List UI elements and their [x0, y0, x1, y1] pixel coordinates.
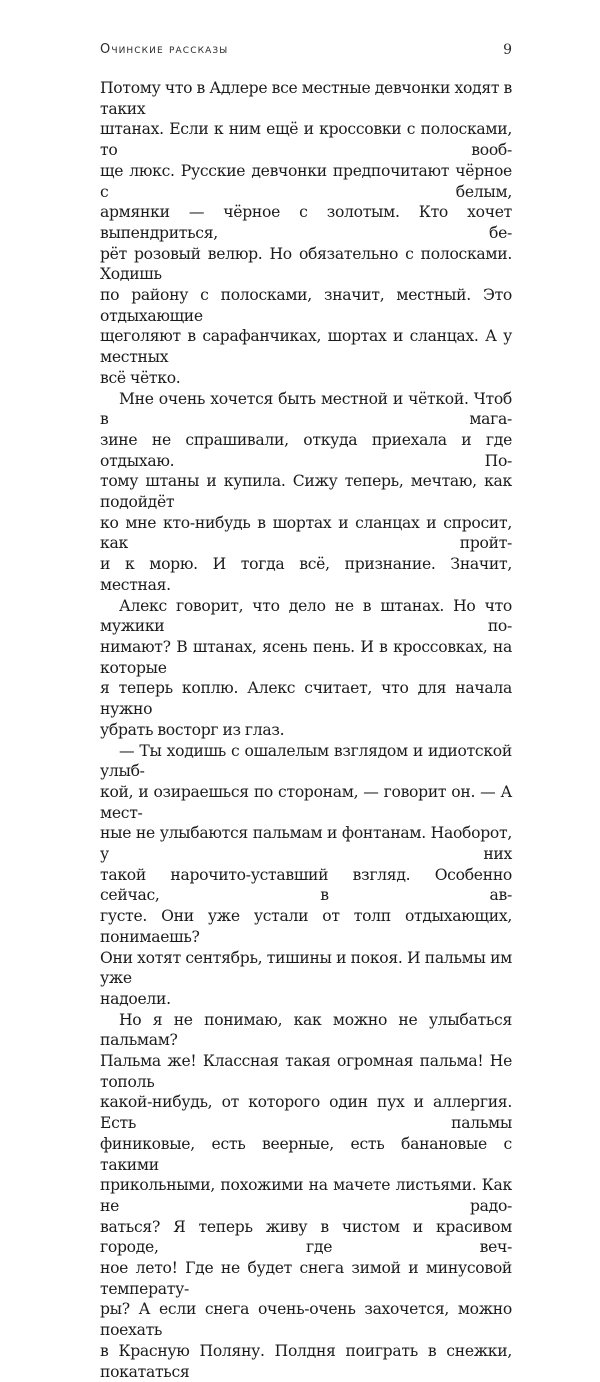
text-line: Алекс говорит, что дело не в штанах. Но что мужики по-	[100, 596, 512, 636]
text-line: кой, и озираешься по сторонам, — говорит он. — А мест-	[100, 782, 512, 822]
text-line: по району с полосками, значит, местный. Это отдыхающие	[100, 286, 512, 325]
text-line: — Ты ходишь с ошалелым взглядом и идиотской улыб-	[100, 741, 512, 781]
running-title: Очинские рассказы	[100, 42, 229, 57]
page-number: 9	[503, 42, 512, 58]
paragraph	[100, 78, 512, 389]
text-line: всё чётко.	[100, 368, 181, 387]
text-line: я теперь коплю. Алекс считает, что для начала нужно	[100, 679, 512, 719]
text-line: и к морю. И тогда всё, признание. Значит, местная.	[100, 555, 512, 594]
text-line: в Красную Поляну. Полдня поиграть в снежки, покататься	[100, 1341, 512, 1381]
paragraph	[100, 596, 512, 741]
text-line: зине не спрашивали, откуда приехала и где отдыхаю. По-	[100, 430, 512, 470]
text-line: тому штаны и купила. Сижу теперь, мечтаю, как подойдёт	[100, 472, 512, 512]
text-line: ное лето! Где не будет снега зимой и минусовой температу-	[100, 1259, 512, 1298]
text-line: рёт розовый велюр. Но обязательно с полосками. Ходишь	[100, 244, 512, 284]
text-line: надоели.	[100, 989, 171, 1008]
paragraph	[100, 1010, 512, 1382]
text-line: убрать восторг из глаз.	[100, 720, 285, 739]
text-line: ные не улыбаются пальмам и фонтанам. Наоборот, у них	[100, 824, 512, 864]
text-line: щеголяют в сарафанчиках, шортах и сланцах. А у местных	[100, 327, 512, 367]
text-line: ры? А если снега очень-очень захочется, можно поехать	[100, 1300, 512, 1340]
paragraph	[100, 389, 512, 596]
text-line: штанах. Если к ним ещё и кроссовки с полосками, то вооб-	[100, 120, 512, 160]
text-line: ко мне кто-нибудь в шортах и сланцах и спросит, как пройт-	[100, 513, 512, 553]
text-line: густе. Они уже устали от толп отдыхающих, понимаешь?	[100, 907, 512, 946]
paragraph	[100, 741, 512, 1010]
text-line: ще люкс. Русские девчонки предпочитают чёрное с белым,	[100, 161, 512, 201]
text-line: прикольными, похожими на мачете листьями. Как не радо-	[100, 1176, 512, 1215]
text-line: армянки — чёрное с золотым. Кто хочет выпендриться, бе-	[100, 203, 512, 242]
text-line: Но я не понимаю, как можно не улыбаться пальмам?	[100, 1010, 512, 1050]
text-line: Мне очень хочется быть местной и чёткой. Чтоб в мага-	[100, 389, 512, 429]
text-line: Пальма же! Классная такая огромная пальма! Не тополь	[100, 1052, 512, 1091]
text-line: такой нарочито-уставший взгляд. Особенно сейчас, в ав-	[100, 865, 512, 905]
text-line: Они хотят сентябрь, тишины и покоя. И пальмы им уже	[100, 948, 512, 988]
text-line: Потому что в Адлере все местные девчонки ходят в таких	[100, 79, 512, 118]
text-line: нимают? В штанах, ясень пень. И в кроссовках, на которые	[100, 637, 512, 677]
text-line: ваться? Я теперь живу в чистом и красивом городе, где веч-	[100, 1217, 512, 1257]
page-body	[100, 78, 512, 1382]
text-line: какой-нибудь, от которого один пух и аллергия. Есть пальмы	[100, 1093, 512, 1133]
text-line: финиковые, есть веерные, есть банановые с такими	[100, 1134, 512, 1174]
running-header	[100, 42, 512, 66]
